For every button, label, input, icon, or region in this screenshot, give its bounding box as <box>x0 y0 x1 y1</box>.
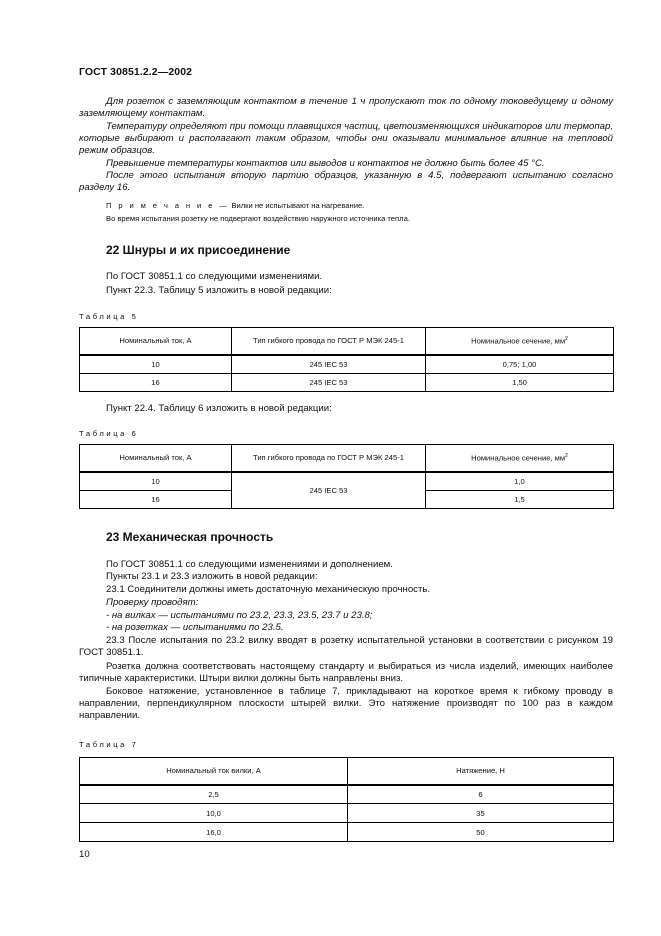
table-row <box>80 373 614 391</box>
table-caption: Таблица 7 <box>79 740 139 749</box>
page-header: ГОСТ 30851.2.2—2002 <box>79 66 193 78</box>
note-text: Вилки не испытывают на нагревание. <box>229 201 365 210</box>
table-row <box>80 472 614 491</box>
table-header-cell: Номинальный ток, А <box>80 445 232 472</box>
page-number: 10 <box>79 849 90 860</box>
paragraph: Пункт 22.3. Таблицу 5 изложить в новой редакции: <box>106 285 332 296</box>
paragraph: Температуру определяют при помощи плавящихся частиц, цветоизменяющихся индикаторов или термопар, которые выбирают и располагают таким образом, чтобы они оказывали минимальное влияние на тепловой режим образцов. <box>79 121 613 157</box>
list-item: - на розетках — испытаниями по 23.5. <box>106 622 284 633</box>
table-cell: 6 <box>348 785 614 804</box>
paragraph: По ГОСТ 30851.1 со следующими изменениями. <box>106 271 323 282</box>
note <box>106 201 613 212</box>
note-continuation: Во время испытания розетку не подвергают воздействию наружного источника тепла. <box>106 214 410 223</box>
paragraph: Пункты 23.1 и 23.3 изложить в новой редакции: <box>106 571 318 582</box>
table-5 <box>79 327 614 392</box>
table-6 <box>79 444 614 509</box>
paragraph: По ГОСТ 30851.1 со следующими изменениями и дополнением. <box>106 559 393 570</box>
table-cell-merged: 245 IEC 53 <box>232 472 426 509</box>
table-header-cell: Номинальное сечение, $мм^2$ <box>426 328 614 355</box>
table-cell: 245 IEC 53 <box>232 355 426 374</box>
table-cell: 16 <box>80 490 232 508</box>
table-header-cell: Натяжение, Н <box>348 758 614 785</box>
table-cell: 2,5 <box>80 785 348 804</box>
table-cell: 10 <box>80 472 232 491</box>
table-cell: 50 <box>348 823 614 842</box>
table-header-cell: Номинальный ток вилки, А <box>80 758 348 785</box>
table-cell: 10 <box>80 355 232 374</box>
table-cell: 10,0 <box>80 804 348 823</box>
table-row <box>80 785 614 804</box>
table-cell: 35 <box>348 804 614 823</box>
table-row <box>80 355 614 374</box>
header-text: Номинальное сечение, мм <box>471 336 566 346</box>
paragraph: Проверку проводят: <box>106 597 199 608</box>
table-cell: 16 <box>80 373 232 391</box>
paragraph: Розетка должна соответствовать настоящему стандарту и выбираться из числа изделий, имеющих наиболее типичные характеристики. Штыри вилки должны быть направлены вниз. <box>79 661 613 685</box>
table-header-cell: Номинальное сечение, $мм^2$ <box>426 445 614 472</box>
table-caption: Таблица 5 <box>79 312 139 321</box>
table-7 <box>79 757 614 842</box>
table-row <box>80 823 614 842</box>
section-heading-22: 22 Шнуры и их присоединение <box>106 243 291 257</box>
paragraph: 23.1 Соединители должны иметь достаточную механическую прочность. <box>106 584 431 595</box>
note-label: П р и м е ч а н и е — <box>106 201 230 210</box>
table-cell: 1,50 <box>426 373 614 391</box>
paragraph: После этого испытания вторую партию образцов, указанную в 4.5, подвергают испытанию согласно разделу 16. <box>79 170 613 194</box>
paragraph: Пункт 22.4. Таблицу 6 изложить в новой редакции: <box>106 403 332 414</box>
table-header-cell: Тип гибкого провода по ГОСТ Р МЭК 245-1 <box>232 328 426 355</box>
paragraph: Боковое натяжение, установленное в таблице 7, прикладывают на короткое время к гибкому проводу в направлении, перпендикулярном плоскости штырей вилки. Это натяжение производят по 100 раз в каждом направлении. <box>79 686 613 722</box>
table-cell: 16,0 <box>80 823 348 842</box>
table-row <box>80 804 614 823</box>
table-cell: 1,5 <box>426 490 614 508</box>
table-cell: 0,75; 1,00 <box>426 355 614 374</box>
table-header-cell: Тип гибкого провода по ГОСТ Р МЭК 245-1 <box>232 445 426 472</box>
header-text: Номинальное сечение, мм <box>471 453 566 463</box>
table-cell: 245 IEC 53 <box>232 373 426 391</box>
table-cell: 1,0 <box>426 472 614 491</box>
table-caption: Таблица 6 <box>79 429 139 438</box>
paragraph: Превышение температуры контактов или выводов и контактов не должно быть более 45 °С. <box>106 158 545 169</box>
table-header-cell: Номинальный ток, А <box>80 328 232 355</box>
paragraph: 23.3 После испытания по 23.2 вилку вводят в розетку испытательной установки в соответствии с рисунком 19 ГОСТ 30851.1. <box>79 635 613 659</box>
section-heading-23: 23 Механическая прочность <box>106 530 274 544</box>
paragraph: Для розеток с заземляющим контактом в течение 1 ч пропускают ток по одному токоведущему и одному заземляющему контактам. <box>79 96 613 120</box>
list-item: - на вилках — испытаниями по 23.2, 23.3, 23.5, 23.7 и 23.8; <box>106 610 373 621</box>
